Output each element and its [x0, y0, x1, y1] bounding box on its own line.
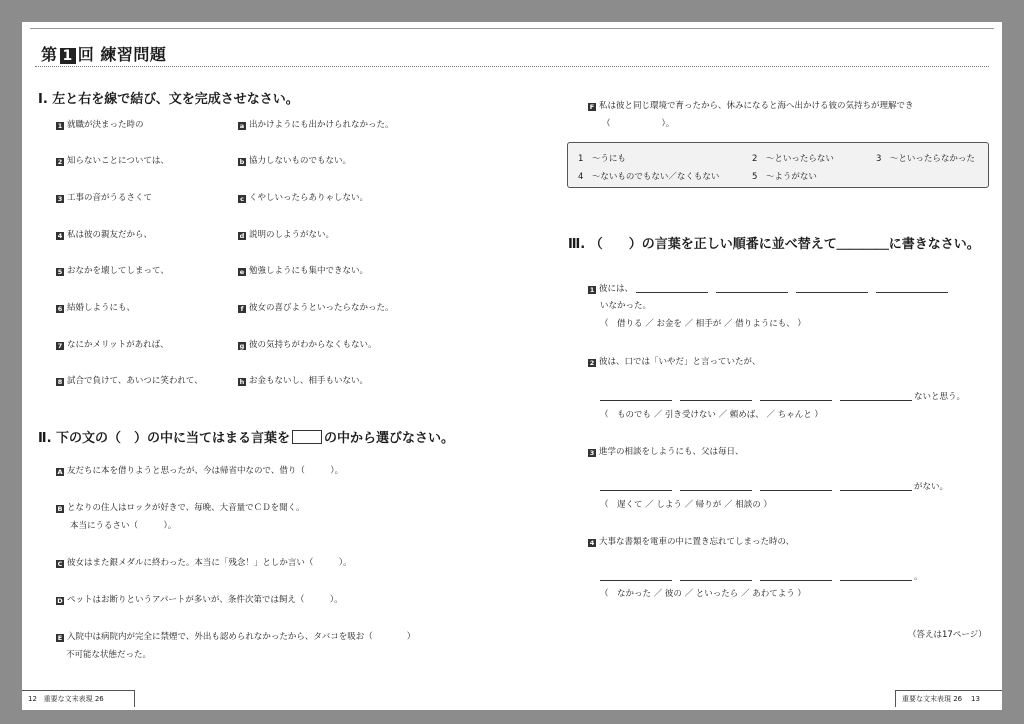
- item-text: 大事な書類を電車の中に置き忘れてしまった時の、: [599, 537, 795, 547]
- page-number: 12: [28, 695, 37, 703]
- match-left-item: [56, 338, 169, 350]
- item-text: くやしいったらありゃしない。: [249, 193, 369, 203]
- answer-blank[interactable]: [600, 580, 672, 581]
- word-choices: （ ものでも ／ 引き受けない ／ 頼めば、 ／ ちゃんと ）: [600, 410, 823, 420]
- match-left-item: [56, 301, 135, 313]
- item-marker: f: [238, 305, 246, 313]
- answer-note: （答えは17ページ）: [908, 630, 987, 640]
- footer-right: [895, 690, 1002, 707]
- item-text: おなかを壊してしまって、: [67, 266, 169, 276]
- item-marker: e: [239, 268, 245, 276]
- item-text: 彼には、: [599, 284, 634, 294]
- answer-blank[interactable]: [680, 580, 752, 581]
- answer-blank[interactable]: [760, 490, 832, 491]
- item-text: なにかメリットがあれば、: [67, 340, 169, 350]
- item-text: 私は彼の親友だから、: [67, 230, 153, 240]
- item-marker: g: [239, 342, 245, 350]
- order-item-ending: がない。: [914, 482, 949, 492]
- answer-blank[interactable]: [680, 400, 752, 401]
- item-marker: 4: [57, 232, 63, 240]
- choice-item: 1 〜うにも: [578, 154, 626, 164]
- fill-item: [56, 593, 343, 605]
- choice-item: 5 〜ようがない: [752, 172, 817, 182]
- section2-heading: [38, 427, 454, 446]
- footer-left: [22, 690, 135, 707]
- item-text: 彼の気持ちがわからなくもない。: [249, 340, 377, 350]
- item-marker: C: [57, 560, 63, 568]
- match-right-item: [238, 154, 351, 166]
- match-left-item: [56, 191, 152, 203]
- item-marker: 2: [589, 359, 595, 367]
- item-text: 工事の音がうるさくて: [67, 193, 153, 203]
- answer-blank[interactable]: [840, 490, 912, 491]
- item-marker: 2: [57, 158, 63, 166]
- order-item: [588, 535, 794, 547]
- order-item: [588, 445, 744, 457]
- item-marker: 7: [57, 342, 63, 350]
- item-text: 勉強しようにも集中できない。: [249, 266, 369, 276]
- item-text: 就職が決まった時の: [67, 120, 144, 130]
- item-marker: 4: [589, 539, 595, 547]
- item-marker: D: [57, 597, 63, 605]
- item-marker: b: [239, 158, 245, 166]
- item-marker: 1: [57, 122, 63, 130]
- answer-blank[interactable]: [796, 292, 868, 293]
- item-marker: F: [589, 103, 595, 111]
- answer-blank[interactable]: [636, 292, 708, 293]
- item-marker: h: [239, 378, 245, 386]
- item-marker: 3: [589, 449, 595, 457]
- match-left-item: [56, 264, 169, 276]
- fill-item-line2: （ ）。: [602, 119, 675, 129]
- lesson-number: 1: [60, 48, 76, 64]
- item-text: 彼女の喜びようといったらなかった。: [249, 303, 394, 313]
- match-right-item: [238, 118, 394, 130]
- match-right-item: [238, 264, 368, 276]
- answer-blank[interactable]: [876, 292, 948, 293]
- item-text: ペットはお断りというアパートが多いが、条件次第では飼え（ ）。: [67, 595, 343, 605]
- item-marker: 1: [589, 286, 595, 294]
- item-marker: 8: [57, 378, 63, 386]
- item-marker: 5: [57, 268, 63, 276]
- page-number: 13: [971, 695, 980, 703]
- answer-blank[interactable]: [600, 490, 672, 491]
- section2-heading-a: Ⅱ. 下の文の（ ）の中に当てはまる言葉を: [38, 431, 291, 446]
- item-marker: 6: [57, 305, 63, 313]
- item-text: 私は彼と同じ環境で育ったから、休みになると海へ出かける彼の気持ちが理解でき: [599, 101, 914, 111]
- section3-heading: Ⅲ. （ ）の言葉を正しい順番に並べ替えて＿＿＿＿に書きなさい。: [568, 237, 980, 252]
- lesson-header: [35, 40, 989, 67]
- word-choices: （ 遅くて ／ しよう ／ 帰りが ／ 相談の ）: [600, 500, 772, 510]
- item-text: 入院中は病院内が完全に禁煙で、外出も認められなかったから、タバコを吸お（ ）: [67, 632, 416, 642]
- item-marker: d: [239, 232, 245, 240]
- match-right-item: [238, 374, 368, 386]
- workbook-spread: [22, 22, 1002, 710]
- order-item-ending: ないと思う。: [914, 392, 966, 402]
- answer-blank[interactable]: [716, 292, 788, 293]
- fill-item-line2: 本当にうるさい（ ）。: [70, 521, 177, 531]
- fill-item: [56, 501, 305, 513]
- item-text: 彼女はまた銀メダルに終わった。本当に「残念！」としか言い（ ）。: [67, 558, 352, 568]
- word-choices: （ 借りる ／ お金を ／ 相手が ／ 借りようにも、 ）: [600, 319, 806, 329]
- fill-item: [56, 630, 415, 642]
- match-right-item: [238, 338, 377, 350]
- answer-blank[interactable]: [840, 580, 912, 581]
- section1-heading: Ⅰ. 左と右を線で結び、文を完成させなさい。: [38, 92, 299, 107]
- item-text: 試合で負けて、あいつに笑われて、: [67, 376, 203, 386]
- choice-item: 3 〜といったらなかった: [876, 154, 975, 164]
- lesson-title: [41, 42, 166, 65]
- top-rule: [30, 28, 994, 29]
- answer-blank[interactable]: [760, 400, 832, 401]
- item-marker: A: [57, 468, 63, 476]
- order-item: [588, 282, 633, 294]
- item-text: お金もないし、相手もいない。: [249, 376, 369, 386]
- item-text: 友だちに本を借りようと思ったが、今は帰省中なので、借り（ ）。: [67, 466, 344, 476]
- choice-box: [567, 142, 989, 188]
- fill-item: [588, 99, 914, 111]
- match-left-item: [56, 374, 203, 386]
- item-text: となりの住人はロックが好きで、毎晩、大音量でＣＤを聞く。: [67, 503, 305, 513]
- answer-blank[interactable]: [600, 400, 672, 401]
- fill-item-line2: 不可能な状態だった。: [66, 650, 152, 660]
- item-text: 出かけようにも出かけられなかった。: [249, 120, 394, 130]
- item-marker: B: [57, 505, 63, 513]
- answer-blank[interactable]: [840, 400, 912, 401]
- footer-title: 重要な文末表現 26: [43, 695, 104, 703]
- item-marker: c: [238, 195, 246, 203]
- item-text: 彼は、口では「いやだ」と言っていたが、: [599, 357, 761, 367]
- match-left-item: [56, 154, 169, 166]
- fill-item: [56, 464, 343, 476]
- item-text: 説明のしようがない。: [249, 230, 335, 240]
- match-right-item: [238, 228, 334, 240]
- item-text: 知らないことについては、: [67, 156, 169, 166]
- choice-box-icon: [292, 430, 322, 444]
- item-marker: 3: [57, 195, 63, 203]
- item-text: 協力しないものでもない。: [249, 156, 352, 166]
- item-text: 進学の相談をしようにも、父は毎日、: [599, 447, 744, 457]
- order-item-line2: いなかった。: [600, 301, 652, 311]
- match-left-item: [56, 118, 144, 130]
- choice-item: 4 〜ないものでもない／なくもない: [578, 172, 720, 182]
- match-right-item: [238, 191, 368, 203]
- lesson-prefix: 第: [41, 45, 58, 64]
- match-left-item: [56, 228, 152, 240]
- footer-title: 重要な文末表現 26: [902, 695, 963, 703]
- item-marker: E: [57, 634, 63, 642]
- order-item: [588, 355, 761, 367]
- answer-blank[interactable]: [760, 580, 832, 581]
- answer-blank[interactable]: [680, 490, 752, 491]
- item-text: 結婚しようにも、: [67, 303, 136, 313]
- word-choices: （ なかった ／ 彼の ／ といったら ／ あわてよう ）: [600, 589, 806, 599]
- lesson-suffix: 回 練習問題: [77, 45, 167, 64]
- fill-item: [56, 556, 352, 568]
- match-right-item: [238, 301, 394, 313]
- section2-heading-b: の中から選びなさい。: [324, 431, 455, 446]
- item-marker: a: [239, 122, 245, 130]
- choice-item: 2 〜といったらない: [752, 154, 834, 164]
- order-item-ending: 。: [914, 572, 923, 582]
